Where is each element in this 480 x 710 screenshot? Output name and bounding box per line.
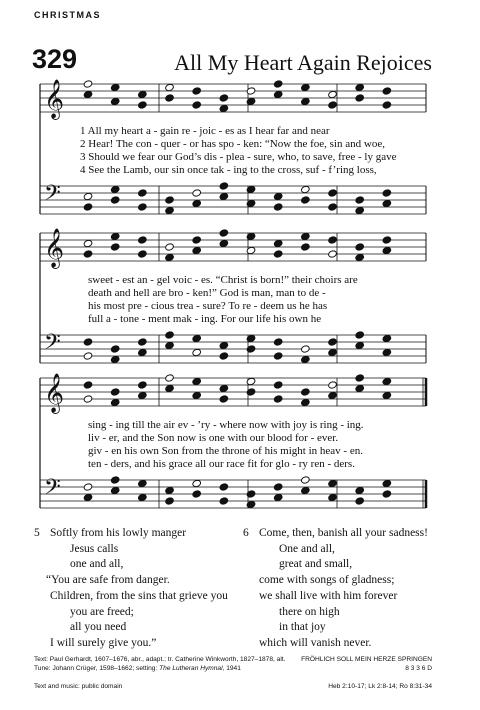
note-head <box>273 203 283 211</box>
note-head <box>382 479 392 487</box>
lyric-line: full a - tone - ment mak - ing. For our life his own he <box>88 313 322 325</box>
note-head <box>110 185 120 193</box>
note-head <box>355 94 365 102</box>
note-head <box>219 497 229 505</box>
note-head <box>138 203 148 211</box>
note-head <box>83 250 93 258</box>
note-head <box>328 338 338 346</box>
note-head <box>301 476 311 484</box>
note-head <box>273 352 283 360</box>
lyric-line: death and hell are bro - ken!” God is man, man to de - <box>88 287 326 299</box>
note-head <box>355 497 365 505</box>
lyric-lines <box>80 125 397 470</box>
bass-clef-icon: 𝄢 <box>44 475 61 505</box>
note-head <box>165 206 175 214</box>
note-head <box>355 486 365 494</box>
note-head <box>355 341 365 349</box>
stanza-line: Jesus calls <box>70 542 119 555</box>
stanza-6 <box>243 526 428 652</box>
stanza-line: which will vanish never. <box>259 636 372 649</box>
note-head <box>192 246 202 254</box>
note-head <box>165 384 175 392</box>
note-head <box>219 395 229 403</box>
note-head <box>138 493 148 501</box>
note-head <box>382 189 392 197</box>
note-head <box>382 377 392 385</box>
note-head <box>192 377 202 385</box>
note-head <box>192 334 202 342</box>
note-head <box>328 90 338 98</box>
note-head <box>301 398 311 406</box>
stanza-line: Softly from his lowly manger <box>50 527 187 539</box>
note-head <box>165 94 175 102</box>
lyric-line: 3 Should we fear our God’s dis - plea - sure, who, to save, free - ly gave <box>80 151 397 163</box>
meter: 8 3 3 6 D <box>405 665 432 672</box>
note-head <box>192 87 202 95</box>
note-head <box>165 253 175 261</box>
note-head <box>273 483 283 491</box>
note-head <box>355 196 365 204</box>
note-head <box>219 384 229 392</box>
note-head <box>355 384 365 392</box>
note-head <box>219 483 229 491</box>
note-head <box>328 348 338 356</box>
stanza-line: “You are safe from danger. <box>46 574 170 587</box>
note-head <box>273 395 283 403</box>
lyric-line: liv - er, and the Son now is one with our blood for - ever. <box>88 432 339 444</box>
note-head <box>165 243 175 251</box>
stanza-line: all you need <box>70 621 127 634</box>
note-head <box>83 338 93 346</box>
note-head <box>219 182 229 190</box>
note-head <box>301 388 311 396</box>
note-head <box>165 331 175 339</box>
note-head <box>138 236 148 244</box>
stanza-number: 6 <box>243 527 249 539</box>
note-head <box>273 493 283 501</box>
text-credit: Text: Paul Gerhardt, 1607–1676, abr., adapt.; tr. Catherine Winkworth, 1827–1878, alt. <box>34 656 286 663</box>
note-head <box>273 192 283 200</box>
tune-name: FRÖHLICH SOLL MEIN HERZE SPRINGEN <box>301 656 432 663</box>
lyric-line: sweet - est an - gel voic - es. “Christ is born!” their choirs are <box>88 274 358 286</box>
hymn-title: All My Heart Again Rejoices <box>174 50 432 75</box>
note-head <box>382 87 392 95</box>
note-head <box>192 199 202 207</box>
note-head <box>83 493 93 501</box>
copyright: Text and music: public domain <box>34 683 123 690</box>
note-head <box>165 374 175 382</box>
stanza-line: Come, then, banish all your sadness! <box>259 527 428 539</box>
lyric-line: 4 See the Lamb, our sin once tak - ing to the cross, suf - f’ring loss, <box>80 164 377 176</box>
note-head <box>83 192 93 200</box>
note-head <box>219 104 229 112</box>
note-head <box>219 192 229 200</box>
note-head <box>328 250 338 258</box>
stanza-number: 5 <box>34 527 40 539</box>
note-head <box>138 348 148 356</box>
note-head <box>328 189 338 197</box>
note-head <box>110 243 120 251</box>
note-head <box>192 490 202 498</box>
note-head <box>138 338 148 346</box>
note-head <box>382 246 392 254</box>
section-heading: CHRISTMAS <box>34 10 101 20</box>
note-head <box>328 493 338 501</box>
note-head <box>110 345 120 353</box>
lyric-line: sing - ing till the air ev - ’ry - where now with joy is ring - ing. <box>88 419 364 431</box>
scripture-refs: Heb 2:10-17; Lk 2:8-14; Ro 8:31-34 <box>328 683 432 690</box>
note-head <box>165 83 175 91</box>
note-head <box>110 398 120 406</box>
note-head <box>138 479 148 487</box>
note-head <box>83 90 93 98</box>
stanza-line: we shall live with him forever <box>259 589 398 602</box>
note-head <box>328 479 338 487</box>
note-head <box>192 101 202 109</box>
stanza-line: you are freed; <box>70 605 134 618</box>
bass-clef-icon: 𝄢 <box>44 330 61 360</box>
note-head <box>110 355 120 363</box>
stanza-line: Children, from the sins that grieve you <box>50 589 228 602</box>
note-head <box>382 199 392 207</box>
note-head <box>138 90 148 98</box>
note-head <box>219 341 229 349</box>
note-head <box>110 486 120 494</box>
note-head <box>138 250 148 258</box>
note-head <box>273 250 283 258</box>
note-head <box>328 203 338 211</box>
note-head <box>219 352 229 360</box>
note-head <box>110 196 120 204</box>
note-head <box>355 374 365 382</box>
note-head <box>83 381 93 389</box>
note-head <box>219 239 229 247</box>
treble-clef-icon: 𝄞 <box>44 373 65 413</box>
note-head <box>83 483 93 491</box>
note-head <box>83 352 93 360</box>
note-head <box>83 395 93 403</box>
note-head <box>382 391 392 399</box>
stanza-line: there on high <box>279 605 340 618</box>
note-head <box>110 83 120 91</box>
note-head <box>355 331 365 339</box>
note-head <box>328 391 338 399</box>
note-head <box>355 253 365 261</box>
note-head <box>165 341 175 349</box>
stanza-5 <box>34 526 228 652</box>
credits <box>34 655 285 673</box>
note-head <box>165 497 175 505</box>
note-head <box>273 239 283 247</box>
lyric-line: 1 All my heart a - gain re - joic - es as I hear far and near <box>80 125 330 137</box>
note-head <box>110 232 120 240</box>
note-head <box>301 185 311 193</box>
note-head <box>328 236 338 244</box>
note-head <box>273 381 283 389</box>
note-head <box>219 229 229 237</box>
hymn-number: 329 <box>32 44 78 74</box>
note-head <box>382 490 392 498</box>
stanza-line: One and all, <box>279 542 335 555</box>
tune-credit: Tune: Johann Crüger, 1598–1662; setting: The Lutheran Hymnal, 1941 <box>34 665 241 672</box>
stanza-line: I will surely give you.” <box>50 636 157 649</box>
note-head <box>382 236 392 244</box>
note-head <box>382 334 392 342</box>
note-head <box>110 388 120 396</box>
note-head <box>355 243 365 251</box>
lyric-line: 2 Hear! The con - quer - or has spo - ken: “Now the foe, sin and woe, <box>80 138 385 150</box>
note-head <box>165 196 175 204</box>
note-head <box>301 345 311 353</box>
note-head <box>301 196 311 204</box>
note-head <box>301 83 311 91</box>
lyric-line: giv - en his own Son from the throne of his might in heav - en. <box>88 445 363 457</box>
note-head <box>138 391 148 399</box>
note-head <box>355 206 365 214</box>
note-head <box>110 476 120 484</box>
note-head <box>382 101 392 109</box>
stanza-line: great and small, <box>279 558 353 571</box>
note-head <box>83 239 93 247</box>
treble-clef-icon: 𝄞 <box>44 79 65 119</box>
note-head <box>83 203 93 211</box>
note-head <box>301 232 311 240</box>
note-head <box>301 486 311 494</box>
stanza-line: come with songs of gladness; <box>259 574 395 587</box>
note-head <box>328 101 338 109</box>
note-head <box>219 94 229 102</box>
note-head <box>138 381 148 389</box>
note-head <box>192 479 202 487</box>
note-head <box>301 97 311 105</box>
note-head <box>192 189 202 197</box>
note-head <box>273 80 283 88</box>
stanza-line: in that joy <box>279 621 326 634</box>
note-head <box>165 486 175 494</box>
note-head <box>273 338 283 346</box>
note-head <box>301 243 311 251</box>
lyric-line: ten - ders, and his grace all our race fit for glo - ry ren - ders. <box>88 458 355 470</box>
note-head <box>138 189 148 197</box>
note-head <box>138 101 148 109</box>
note-head <box>192 348 202 356</box>
note-head <box>301 355 311 363</box>
note-head <box>192 391 202 399</box>
bass-clef-icon: 𝄢 <box>44 181 61 211</box>
note-head <box>382 348 392 356</box>
note-head <box>355 83 365 91</box>
note-head <box>273 90 283 98</box>
treble-clef-icon: 𝄞 <box>44 228 65 268</box>
note-head <box>110 97 120 105</box>
tune-info <box>301 655 432 673</box>
note-head <box>328 381 338 389</box>
lyric-line: his most pre - cious trea - sure? To re - deem us he has <box>88 300 328 312</box>
note-head <box>83 80 93 88</box>
note-head <box>192 236 202 244</box>
stanza-line: one and all, <box>70 558 124 571</box>
